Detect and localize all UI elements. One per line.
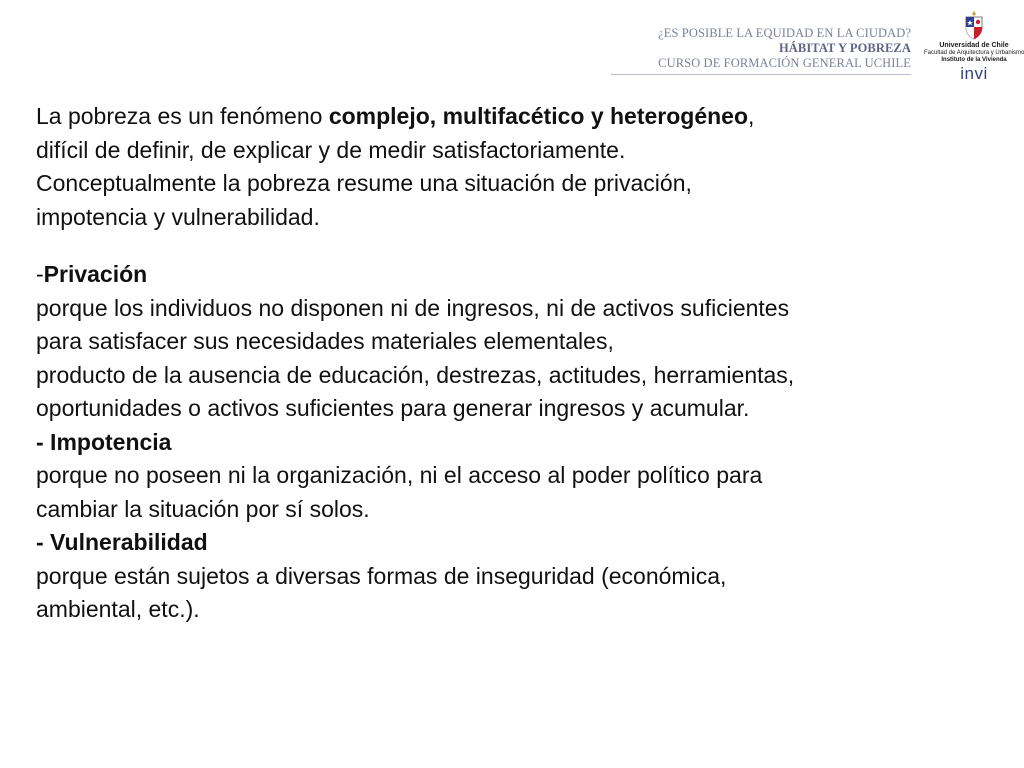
impotencia-line-2: cambiar la situación por sí solos. [36,495,370,522]
logo-brand: invi [960,64,988,83]
institution-logo [924,10,1024,83]
privacion-heading: Privación [43,261,148,287]
intro-comma: , [748,103,755,129]
intro-line-4: impotencia y vulnerabilidad. [36,203,320,230]
privacion-line-2: para satisfacer sus necesidades materiales elementales, [36,328,614,354]
header-course: CURSO DE FORMACIÓN GENERAL UCHILE [658,56,911,70]
intro-line-2: difícil de definir, de explicar y de medir satisfactoriamente. [36,136,626,163]
section-impotencia [36,426,996,527]
vulnerabilidad-line-1: porque están sujetos a diversas formas de inseguridad (económica, [36,562,727,589]
impotencia-line-1: porque no poseen ni la organización, ni el acceso al poder político para [36,462,763,488]
privacion-line-3: producto de la ausencia de educación, destrezas, actitudes, herramientas, [36,361,795,388]
vulnerabilidad-line-2: ambiental, etc.). [36,596,200,622]
logo-faculty: Facultad de Arquitectura y Urbanismo [924,50,1024,56]
university-coat-of-arms-icon [963,10,985,40]
logo-university: Universidad de Chile [939,42,1009,49]
section-vulnerabilidad [36,526,996,627]
slide-header [611,26,911,75]
header-question: ¿ES POSIBLE LA EQUIDAD EN LA CIUDAD? [658,26,911,40]
intro-paragraph [36,100,996,234]
logo-institute: Instituto de la Vivienda [941,57,1007,63]
section-privacion [36,258,996,426]
intro-text-start: La pobreza es un fenómeno [36,103,329,129]
privacion-line-1: porque los individuos no disponen ni de ingresos, ni de activos suficientes [36,294,790,321]
intro-line-3: Conceptualmente la pobreza resume una situación de privación, [36,170,692,196]
intro-emphasis: complejo, multifacético y heterogéneo [328,103,749,129]
slide-body [36,100,996,627]
header-divider [611,74,911,75]
header-subtitle: HÁBITAT Y POBREZA [778,41,911,55]
privacion-line-4: oportunidades o activos suficientes para generar ingresos y acumular. [36,395,750,421]
vulnerabilidad-heading: - Vulnerabilidad [36,529,208,555]
privacion-dash: - [36,261,44,287]
impotencia-heading: - Impotencia [36,428,172,455]
